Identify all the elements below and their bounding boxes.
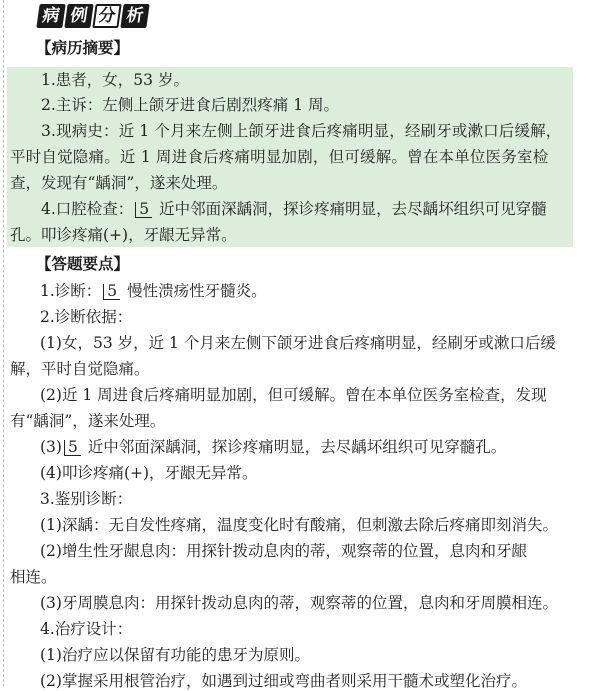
tooth-notation: 5 xyxy=(64,440,81,456)
diagnosis-text: 慢性溃疡性牙髓炎。 xyxy=(122,282,267,300)
diagnosis-label: 1.诊断： xyxy=(40,282,102,300)
basis-3-line xyxy=(40,437,608,457)
answer-line: 4.治疗设计： xyxy=(40,620,133,638)
answer-line: 有“龋洞”，遂来处理。 xyxy=(10,412,166,430)
answer-line: 2.诊断依据： xyxy=(40,308,133,326)
exam-label: 4.口腔检查： xyxy=(41,200,134,218)
history-line: 孔。叩诊疼痛(+)，牙龈无异常。 xyxy=(10,226,237,244)
diagnosis-line xyxy=(40,281,608,301)
banner-char: 例 xyxy=(64,4,93,28)
basis-3-text: 近中邻面深龋洞，探诊疼痛明显，去尽龋坏组织可见穿髓孔。 xyxy=(82,438,507,456)
history-line: 1.患者，女，53 岁。 xyxy=(41,71,189,89)
history-line: 2.主诉：左侧上颌牙进食后剧烈疼痛 1 周。 xyxy=(41,96,340,114)
history-line: 查，发现有“龋洞”，遂来处理。 xyxy=(10,174,228,192)
history-box xyxy=(7,67,573,247)
banner-char: 析 xyxy=(120,4,149,28)
answer-line: (2)掌握采用根管治疗，如遇到过细或弯曲者则采用干髓术或塑化治疗。 xyxy=(40,672,527,690)
answer-heading: 【答题要点】 xyxy=(36,255,130,273)
left-dashed-margin xyxy=(3,0,4,687)
answer-line: (1)女，53 岁，近 1 个月来左侧下颌牙进食后疼痛明显，经刷牙或漱口后缓 xyxy=(40,334,556,352)
answer-line: (1)治疗应以保留有功能的患牙为原则。 xyxy=(40,646,310,664)
tooth-notation: 5 xyxy=(135,202,152,218)
answer-line: (1)深龋：无自发性疼痛，温度变化时有酸痛，但刺激去除后疼痛即刻消失。 xyxy=(40,516,558,534)
tooth-notation: 5 xyxy=(103,284,120,300)
answer-line: (3)牙周膜息肉：用探针拨动息肉的蒂，观察蒂的位置，息肉和牙周膜相连。 xyxy=(40,594,558,612)
answer-line: 相连。 xyxy=(10,568,57,586)
answer-line: (2)增生性牙龈息肉：用探针拨动息肉的蒂，观察蒂的位置，息肉和牙龈 xyxy=(40,542,527,560)
answer-line: 解，平时自觉隐痛。 xyxy=(10,360,150,378)
history-line: 平时自觉隐痛。近 1 周进食后疼痛明显加剧，但可缓解。曾在本单位医务室检 xyxy=(10,148,549,166)
basis-3-label: (3) xyxy=(40,438,62,456)
exam-line xyxy=(41,199,608,219)
answer-line: (4)叩诊疼痛(+)，牙龈无异常。 xyxy=(40,464,258,482)
answer-line: (2)近 1 周进食后疼痛明显加剧，但可缓解。曾在本单位医务室检查，发现 xyxy=(40,386,547,404)
exam-text: 近中邻面深龋洞，探诊疼痛明显，去尽龋坏组织可见穿髓 xyxy=(154,200,547,218)
section-banner xyxy=(38,4,150,28)
history-heading: 【病历摘要】 xyxy=(36,39,130,57)
banner-char: 分 xyxy=(92,4,121,28)
history-line: 3.现病史：近 1 个月来左侧上颌牙进食后疼痛明显，经刷牙或漱口后缓解， xyxy=(41,122,562,140)
answer-line: 3.鉴别诊断： xyxy=(40,490,133,508)
banner-char: 病 xyxy=(36,4,65,28)
